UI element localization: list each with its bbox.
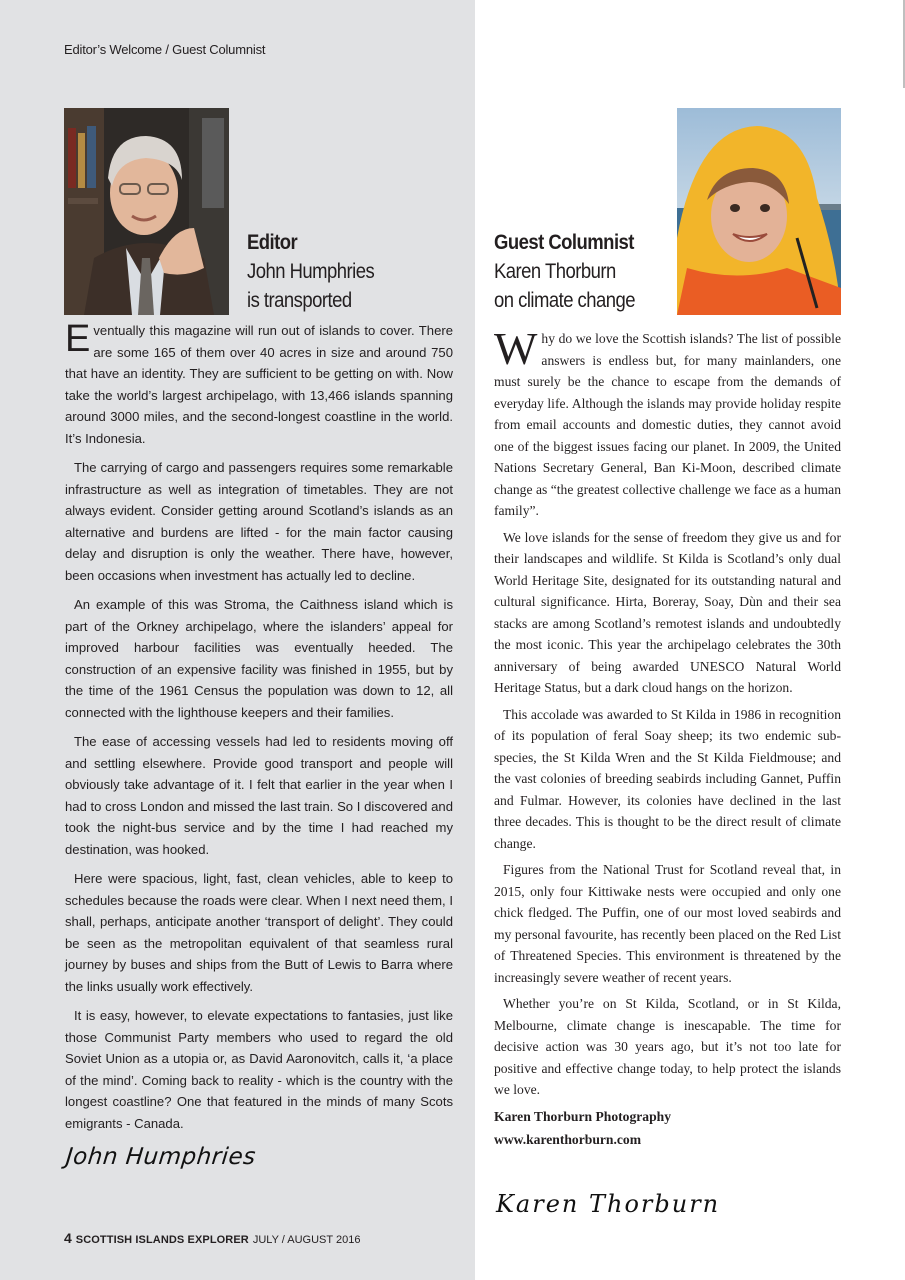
- guest-paragraph: We love islands for the sense of freedom they give us and for their landscapes and wildlife. St Kilda is Scotland’s only dual World Heritage Site, designated for its outstanding natural and cultural significance. Hirta, Boreray, Soay, Dùn and their sea stacks are among Scotland’s remotest islands and undoubtedly the most iconic. This year the archipelago celebrates the 30th anniversary of being awarded UNESCO Natural World Heritage Status, but a dark cloud hangs on the horizon.: [494, 529, 841, 695]
- section-label: Editor’s Welcome / Guest Columnist: [64, 42, 266, 57]
- editor-heading-name: John Humphries: [247, 260, 375, 283]
- editor-heading-role: Editor: [247, 231, 298, 254]
- editor-paragraph: An example of this was Stroma, the Caithness island which is part of the Orkney archipelago, where the islanders’ appeal for improved harbour facilities was eventually heeded. The construction of an expensive facility was finished in 1955, but by the time of the 1961 Census the population was down to 12, all connected with the lighthouse keepers and their families.: [65, 597, 453, 720]
- magazine-name: SCOTTISH ISLANDS EXPLORER: [75, 1234, 249, 1246]
- guest-paragraph: [494, 323, 841, 522]
- editor-paragraph: The carrying of cargo and passengers requires some remarkable infrastructure as well as integration of timetables. They are not always evident. Consider getting around Scotland’s islands as an alternative and burdens are lifted - for the main factor causing delay and disruption is only the weather. There have, however, been occasions when investment has actually led to decline.: [65, 460, 453, 583]
- editor-paragraph: It is easy, however, to elevate expectations to fantasies, just like those Communist Party members who used to regard the old Soviet Union as a utopia or, as David Aaronovitch, calls it, ‘a place of the mind’. Coming back to reality - which is the country with the longest coastline? One that featured in the minds of many Scots emigrants - Canada.: [65, 1008, 453, 1131]
- page-number: 4: [64, 1230, 72, 1246]
- guest-signature: Karen Thorburn: [496, 1190, 721, 1218]
- guest-heading: [494, 228, 714, 315]
- editor-paragraph: Here were spacious, light, fast, clean vehicles, able to keep to schedules because the roads were clear. When I next need them, I shall, perhaps, anticipate another ‘transport of delight’. They could be seen as the metropolitan equivalent of that seamless rural journey by buses and ships from the Butt of Lewis to Barra where the links usually work effectively.: [65, 871, 453, 994]
- guest-dropcap: W: [494, 323, 538, 374]
- editor-article: [65, 320, 453, 1142]
- guest-heading-name: Karen Thorburn: [494, 260, 616, 283]
- guest-paragraph: Whether you’re on St Kilda, Scotland, or in St Kilda, Melbourne, climate change is inescapable. The time for decisive action was 30 years ago, but it’s not too late for positive and effective change today, to help protect the islands we love.: [494, 996, 841, 1097]
- editor-dropcap: E: [65, 318, 91, 360]
- issue-date: JULY / AUGUST 2016: [252, 1234, 361, 1246]
- guest-credit-url[interactable]: www.karenthorburn.com: [494, 1132, 642, 1147]
- editor-heading: [247, 228, 467, 315]
- guest-heading-role: Guest Columnist: [494, 231, 634, 254]
- guest-paragraph: This accolade was awarded to St Kilda in 1986 in recognition of its population of feral Soay sheep; its two endemic sub-species, the St Kilda Wren and the St Kilda Fieldmouse; and the vast colonies of breeding seabirds including Gannet, Puffin and Fulmar. However, its colonies have declined in the last three decades. This is thought to be the direct result of climate change.: [494, 706, 841, 851]
- guest-paragraph: Figures from the National Trust for Scotland reveal that, in 2015, only four Kittiwake nests were occupied and only one chick fledged. The Puffin, one of our most loved seabirds and my personal favourite, has recently been placed on the Red List of Threatened Species. This environment is threatened by the increasingly severe weather of recent years.: [494, 862, 841, 985]
- editor-heading-sub: is transported: [247, 289, 352, 312]
- guest-credit-name: Karen Thorburn Photography: [494, 1108, 672, 1124]
- guest-paragraph-text: hy do we love the Scottish islands? The list of possible answers is endless but, for many mainlanders, one must surely be the chance to escape from the demands of everyday life. Although the islands may provide holiday respite from email accounts and domestic duties, they cannot avoid one of the biggest issues facing our planet. In 2009, the United Nations Secretary General, Ban Ki-Moon, described climate change as “the greatest collective challenge we face as a human family”.: [494, 331, 841, 518]
- editor-portrait-image: [64, 108, 229, 315]
- editor-signature: John Humphries: [64, 1144, 258, 1170]
- page-footer: [64, 1230, 360, 1246]
- editor-paragraph: The ease of accessing vessels had led to residents moving off and settling elsewhere. Provide good transport and people will obviously take advantage of it. I felt that earlier in the year when I had to cross London and missed the last train. So I discovered and took the night-bus service and by the time I had reached my destination, was hooked.: [65, 734, 453, 857]
- editor-paragraph: [65, 320, 453, 449]
- guest-article: [494, 323, 841, 1153]
- editor-portrait-photo: [64, 108, 229, 315]
- editor-paragraph-text: ventually this magazine will run out of islands to cover. There are some 165 of them over 40 acres in size and around 750 that have an identity. They are sufficient to be getting on with. Now take the world’s largest archipelago, with 13,466 islands spanning around 3000 miles, and the second-longest coastline in the world. It’s Indonesia.: [65, 323, 453, 446]
- guest-heading-sub: on climate change: [494, 289, 636, 312]
